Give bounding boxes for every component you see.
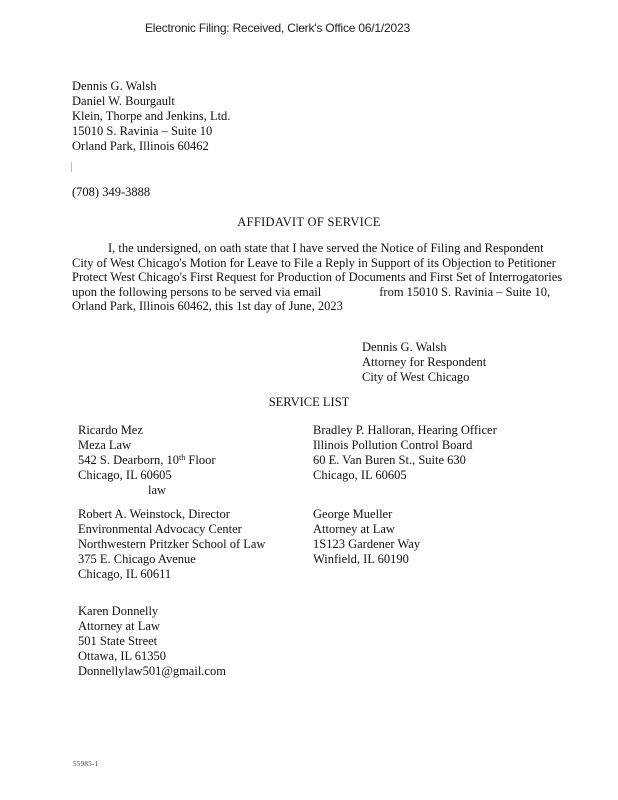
service-email[interactable]: Donnellylaw501@gmail.com	[78, 664, 226, 678]
service-line: 501 State Street	[78, 634, 158, 648]
service-line: Environmental Advocacy Center	[78, 522, 242, 536]
counsel-line: Dennis G. Walsh	[72, 79, 157, 93]
counsel-line: Daniel W. Bourgault	[72, 94, 175, 108]
signature-line: City of West Chicago	[362, 370, 470, 384]
service-line: Attorney at Law	[78, 619, 160, 633]
service-city: Chicago, IL 60605	[78, 468, 172, 482]
service-line: Illinois Pollution Control Board	[313, 438, 473, 452]
counsel-line: 15010 S. Ravinia – Suite 10	[72, 124, 213, 138]
affidavit-body	[72, 241, 563, 314]
service-line: Winfield, IL 60190	[313, 552, 409, 566]
service-entry-halloran	[313, 423, 497, 483]
service-line: Chicago, IL 60611	[78, 567, 172, 581]
counsel-line: Orland Park, Illinois 60462	[72, 139, 209, 153]
counsel-phone: (708) 349-3888	[72, 185, 151, 199]
affidavit-title: AFFIDAVIT OF SERVICE	[237, 215, 381, 229]
service-line: Northwestern Pritzker School of Law	[78, 537, 266, 551]
service-entry-donnelly	[78, 604, 226, 679]
service-entry-mueller	[313, 507, 420, 567]
service-line: 1S123 Gardener Way	[313, 537, 421, 551]
service-address: 542 S. Dearborn, 10th Floor	[78, 453, 216, 467]
affidavit-line: Protect West Chicago's First Request for Production of Documents and First Set of Interrogatories	[72, 270, 563, 284]
affidavit-line: Orland Park, Illinois 60462, this 1st day of June, 2023	[72, 299, 343, 313]
counsel-line: Klein, Thorpe and Jenkins, Ltd.	[72, 109, 231, 123]
affidavit-line: I, the undersigned, on oath state that I have served the Notice of Filing and Respondent	[108, 241, 544, 255]
signature-line: Dennis G. Walsh	[362, 340, 447, 354]
affidavit-line-4a: upon the following persons to be served via email	[72, 284, 322, 299]
service-line: George Mueller	[313, 507, 393, 521]
service-entry-mez	[78, 423, 215, 498]
service-line: Robert A. Weinstock, Director	[78, 507, 230, 521]
service-line: 60 E. Van Buren St., Suite 630	[313, 453, 466, 467]
service-line: Ottawa, IL 61350	[78, 649, 167, 663]
service-line: Chicago, IL 60605	[313, 468, 407, 482]
service-line: Karen Donnelly	[78, 604, 159, 618]
filing-stamp: Electronic Filing: Received, Clerk's Office 06/1/2023	[145, 21, 410, 35]
document-id: 55985-1	[73, 760, 99, 768]
counsel-block	[72, 79, 230, 154]
service-line: Bradley P. Halloran, Hearing Officer	[313, 423, 497, 437]
service-entry-weinstock	[78, 507, 265, 582]
signature-line: Attorney for Respondent	[362, 355, 487, 369]
signature-block	[362, 340, 486, 385]
margin-mark	[71, 162, 72, 172]
service-line: Attorney at Law	[313, 522, 395, 536]
service-line: 375 E. Chicago Avenue	[78, 552, 196, 566]
service-list-title: SERVICE LIST	[268, 395, 350, 409]
affidavit-line-4b: from 15010 S. Ravinia – Suite 10,	[379, 284, 551, 299]
affidavit-line: City of West Chicago's Motion for Leave to File a Reply in Support of its Objection to Petitioner	[72, 255, 556, 270]
service-firm: Meza Law	[78, 438, 132, 452]
affidavit-line-4	[72, 284, 551, 300]
service-name: Ricardo Mez	[78, 423, 143, 437]
service-extra: law	[148, 483, 167, 497]
